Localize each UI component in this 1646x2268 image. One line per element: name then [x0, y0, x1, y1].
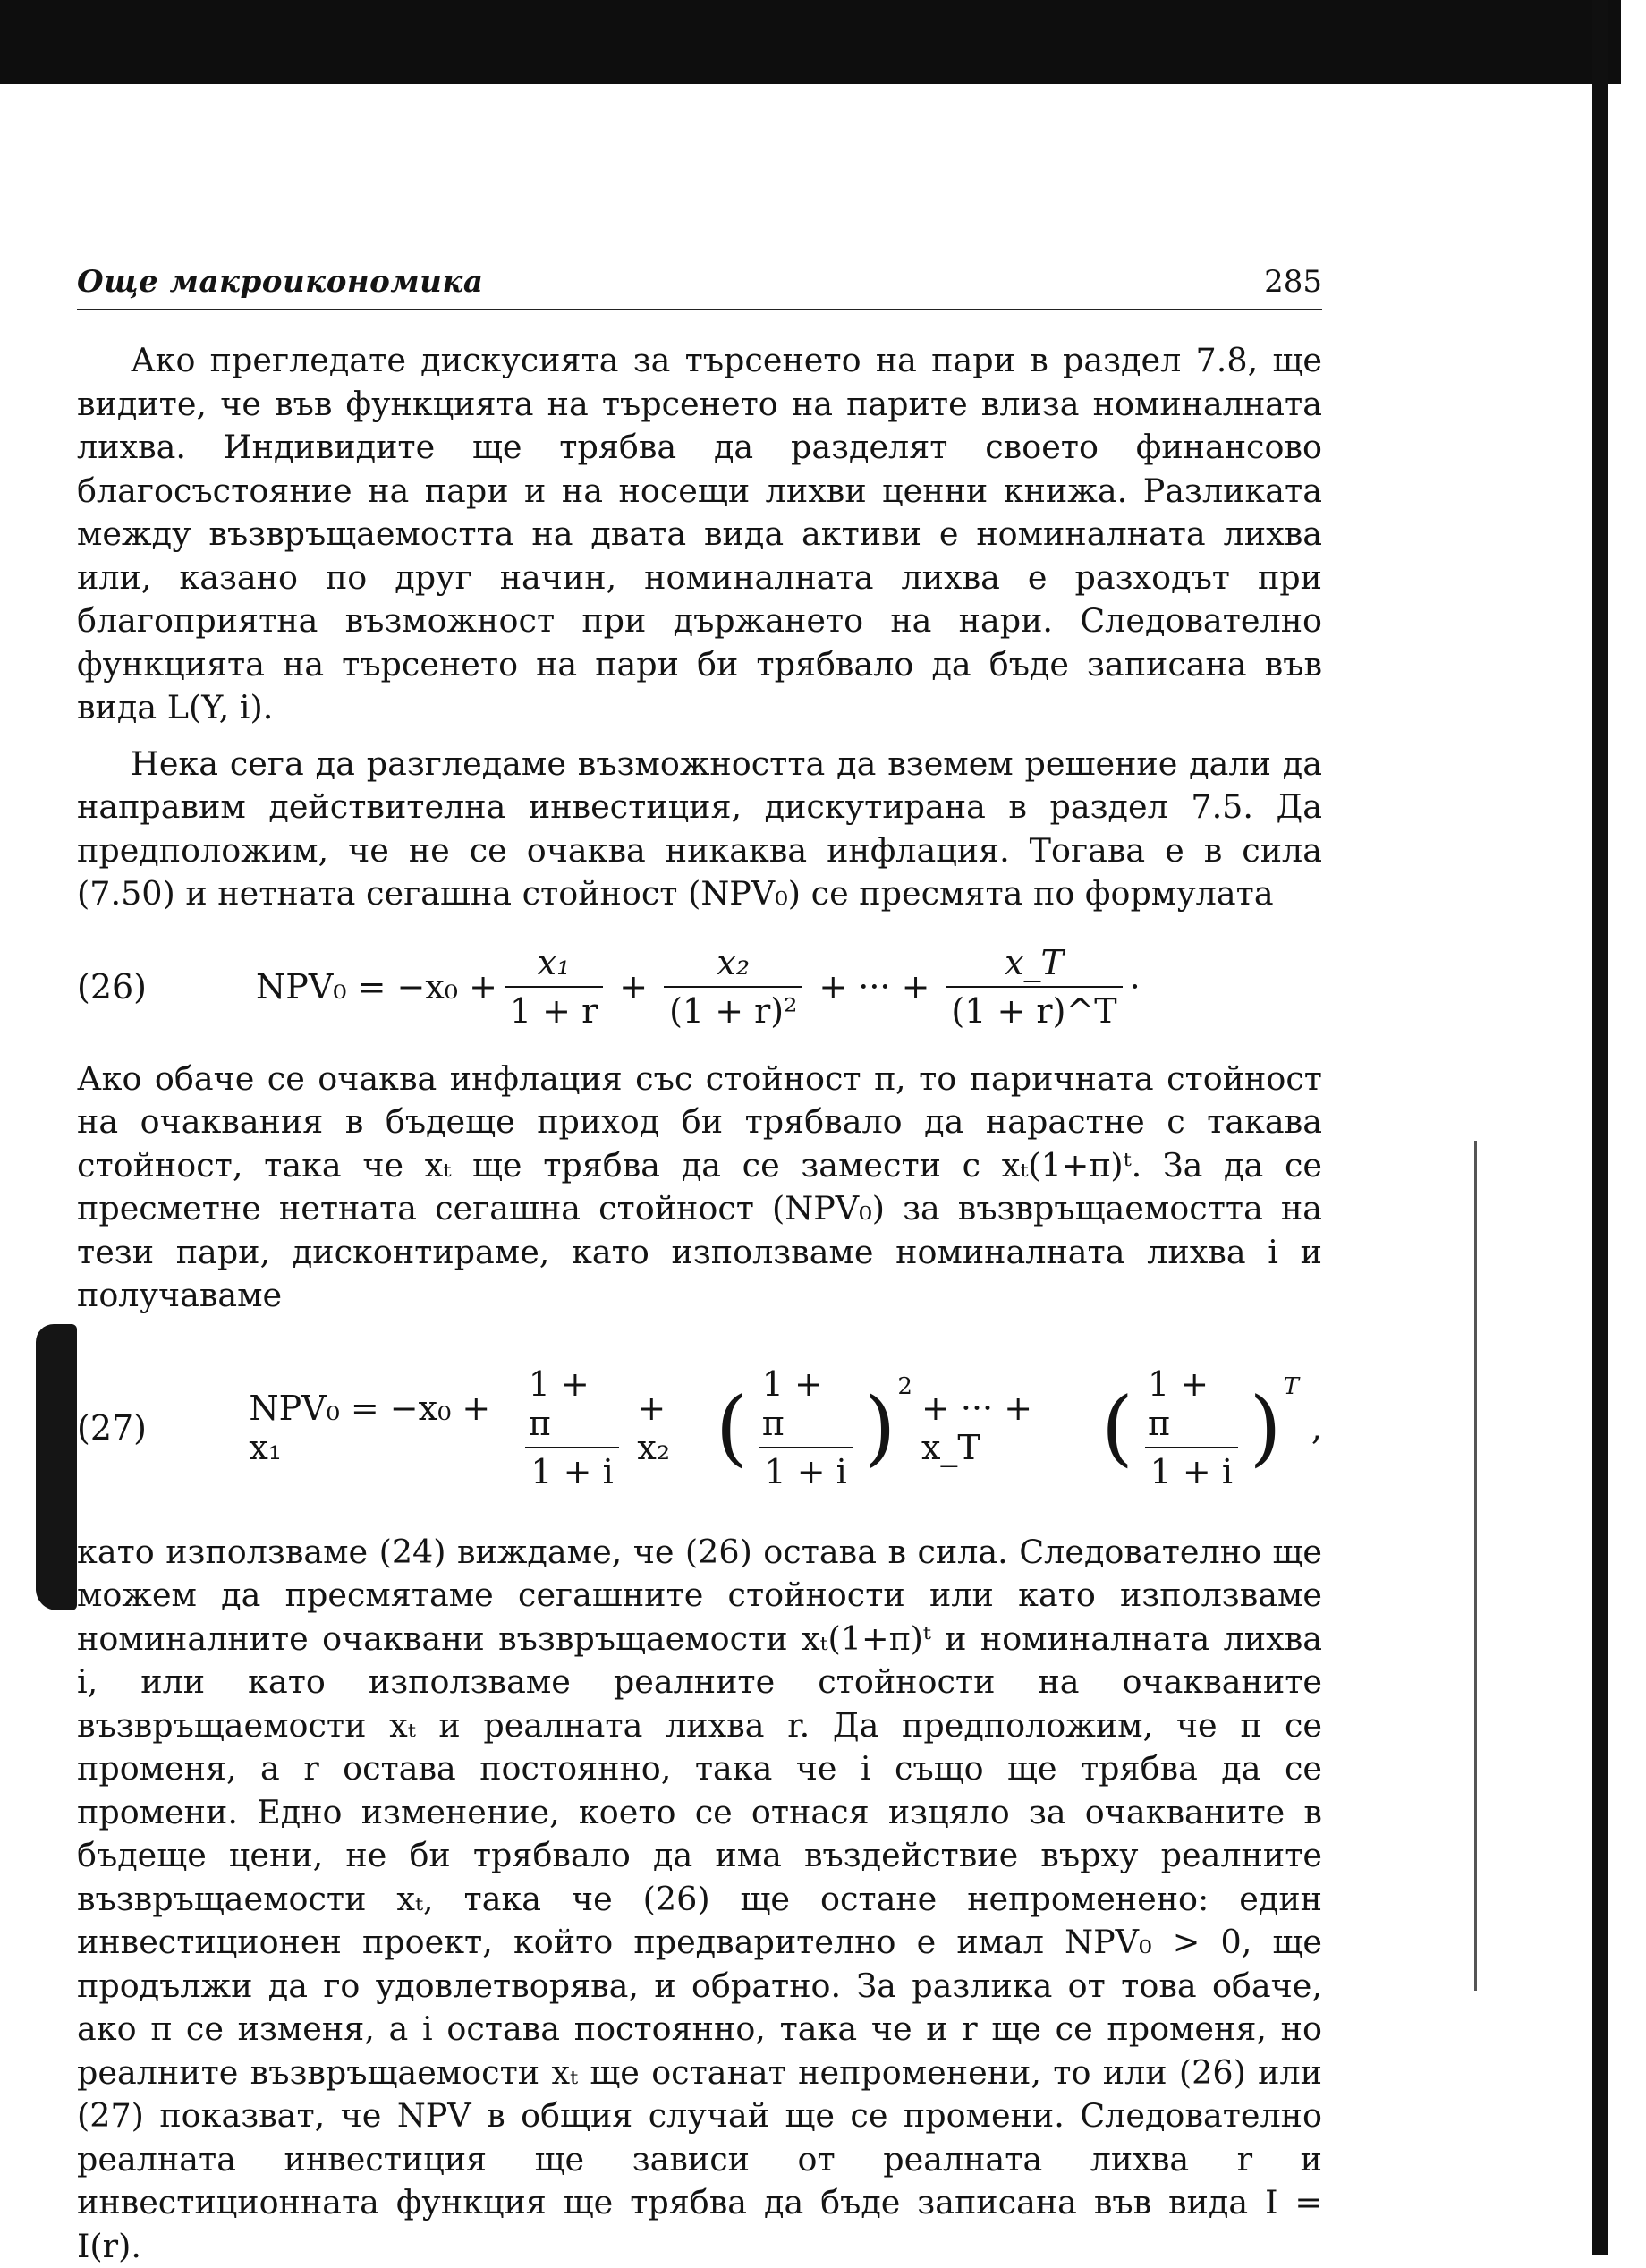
fraction-denominator: (1 + r)^T: [946, 986, 1122, 1031]
scan-border-right: [1592, 0, 1608, 2255]
ellipsis: + ··· +: [819, 967, 929, 1007]
equation-27: [77, 1334, 1322, 1522]
page-header: [77, 264, 1322, 310]
left-paren: (: [716, 1387, 748, 1469]
fraction-denominator: (1 + r)²: [664, 986, 802, 1031]
fraction-denominator: 1 + r: [505, 986, 603, 1031]
fraction: [664, 943, 802, 1031]
fraction-numerator: x₁: [532, 943, 576, 986]
ellipsis: + ··· + x_T: [921, 1389, 1090, 1467]
equation-lhs: NPV₀ = −x₀ + x₁: [249, 1389, 515, 1467]
exponent: T: [1284, 1373, 1299, 1400]
scan-smudge: [36, 1324, 77, 1610]
fraction: [757, 1364, 855, 1491]
fraction-numerator: 1 + π: [523, 1364, 622, 1447]
equation-26: [77, 920, 1322, 1054]
paragraph-investment: Нека сега да разгледаме възможността да вземем решение дали да направим действителна инвестиция, дискутирана в раздел 7.5. Да предположим, че не се очаква никаква инфлация. Тогава е в сила (7.50) и нетната сегашна стойност (NPV₀) се пресмята по формулата: [77, 743, 1322, 916]
left-paren: (: [1101, 1387, 1133, 1469]
fraction-numerator: 1 + π: [757, 1364, 855, 1447]
fraction: [1142, 1364, 1241, 1491]
paragraph-inflation: Ако обаче се очаква инфлация със стойност π, то паричната стойност на очаквания в бъдеще приход би трябвало да нарастне с такава стойност, така че xₜ ще трябва да се замести с xₜ(1+π)ᵗ. За да се пресметне нетната сегашна стойност (NPV₀) за възвръщаемостта на тези пари, дисконтираме, като използваме номиналната лихва i и получаваме: [77, 1058, 1322, 1318]
page-number: 285: [1264, 264, 1322, 300]
equation-number: (26): [77, 967, 220, 1007]
equation-lhs: NPV₀ = −x₀ +: [256, 967, 497, 1007]
fraction: [946, 943, 1122, 1031]
equation-tail: ,: [1311, 1408, 1322, 1448]
fraction-numerator: x₂: [711, 943, 755, 986]
right-paren: ): [864, 1387, 896, 1469]
scan-artifact-line: [1474, 1141, 1477, 1991]
equation-number: (27): [77, 1408, 213, 1448]
fraction: [505, 943, 603, 1031]
equation-body: [249, 1364, 1322, 1491]
right-paren: ): [1250, 1387, 1282, 1469]
fraction-numerator: 1 + π: [1142, 1364, 1241, 1447]
operator: +: [619, 967, 648, 1007]
paragraph-conclusion: като използваме (24) виждаме, че (26) остава в сила. Следователно ще можем да пресмятаме сегашните стойности или като използваме номиналните очаквани възвръщаемости xₜ(1+π)ᵗ и номиналната лихва i, или като използваме реалните стойности на очакваните възвръщаемости xₜ и реалната лихва r. Да предположим, че π се променя, а r остава постоянно, така че i също ще трябва да се промени. Едно изменение, което се отнася изцяло за очакваните в бъдеще цени, не би трябвало да има въздействие върху реалните възвръщаемости xₜ, така че (26) ще остане непроменено: един инвестиционен проект, който предварително е имал NPV₀ > 0, ще продължи да го удовлетворява, и обратно. За разлика от това обаче, ако π се изменя, а i остава постоянно, така че и r ще се променя, но реалните възвръщаемости xₜ ще останат непроменени, то или (26) или (27) показват, че NPV в общия случай ще се промени. Следователно реалната инвестиция ще зависи от реалната лихва r и инвестиционната функция ще трябва да бъде записана във вида I = I(r).: [77, 1531, 1322, 2268]
equation-tail: ·: [1130, 967, 1141, 1007]
fraction-numerator: x_T: [999, 943, 1069, 986]
exponent: 2: [897, 1373, 912, 1400]
fraction-denominator: 1 + i: [525, 1447, 618, 1491]
scan-border-top: [0, 0, 1621, 84]
equation-body: [256, 943, 1141, 1031]
term-x2: + x₂: [637, 1389, 704, 1467]
page: [77, 264, 1322, 2268]
fraction-denominator: 1 + i: [1145, 1447, 1238, 1491]
running-title: Още макроикономика: [77, 264, 483, 300]
fraction: [523, 1364, 622, 1491]
fraction-denominator: 1 + i: [759, 1447, 852, 1491]
paragraph-money-demand: Ако прегледате дискусията за търсенето на пари в раздел 7.8, ще видите, че във функцията на търсенето на парите влиза номиналната лихва. Индивидите ще трябва да разделят своето финансово благосъстояние на пари и на носещи лихви ценни книжа. Разликата между възвръщаемостта на двата вида активи е номиналната лихва или, казано по друг начин, номиналната лихва е разходът при благоприятна възможност при държането на нари. Следователно функцията на търсенето на пари би трябвало да бъде записана във вида L(Y, i).: [77, 339, 1322, 730]
